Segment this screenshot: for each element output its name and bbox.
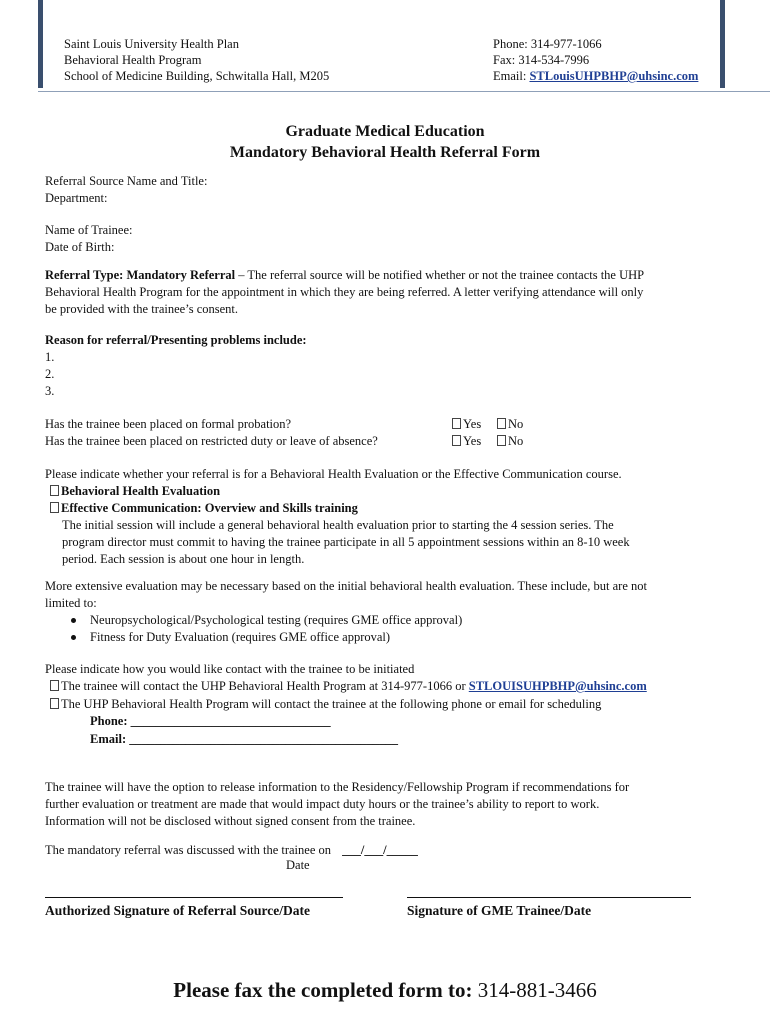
header-divider (38, 91, 770, 92)
referral-type-text-2: Behavioral Health Program for the appointment in which they are being referred. A letter verifying attendance will only (45, 285, 644, 299)
header-left-bar (38, 0, 43, 88)
question-probation: Has the trainee been placed on formal probation? (45, 417, 292, 431)
department-field[interactable]: Department: (45, 191, 108, 205)
header-email-row (493, 68, 723, 84)
contact-option-1[interactable] (50, 678, 647, 695)
dob-field[interactable]: Date of Birth: (45, 240, 115, 254)
referral-choice-intro: Please indicate whether your referral is for a Behavioral Health Evaluation or the Effective Communication course. (45, 467, 622, 481)
header-phone: Phone: 314-977-1066 (493, 37, 602, 51)
checkbox-icon[interactable] (497, 418, 506, 429)
no-label: No (508, 417, 524, 431)
release-information-text (45, 779, 629, 830)
fax-number: 314-881-3466 (477, 978, 597, 1002)
referral-source-field[interactable]: Referral Source Name and Title: (45, 174, 208, 188)
checkbox-icon[interactable] (50, 485, 59, 496)
reason-item-3[interactable]: 3. (45, 384, 55, 398)
reasons-heading: Reason for referral/Presenting problems include: (45, 333, 307, 347)
yes-label: Yes (463, 434, 482, 448)
bullet-icon (71, 635, 76, 640)
probation-yes[interactable] (452, 416, 481, 433)
desc-line-3: period. Each session is about one hour in length. (62, 552, 305, 566)
checkbox-icon[interactable] (452, 418, 461, 429)
referral-signature-line[interactable] (45, 897, 343, 898)
extensive-evaluation-text (45, 578, 647, 612)
reason-item-1[interactable]: 1. (45, 350, 55, 364)
yes-label: Yes (463, 417, 482, 431)
desc-line-1: The initial session will include a general behavioral health evaluation prior to starting the 4 session series. The (62, 518, 614, 532)
org-contact (493, 36, 723, 84)
contact-option-2[interactable] (50, 696, 601, 713)
release-line-2: further evaluation or treatment are made that would impact duty hours or the trainee’s ability to report to work. (45, 797, 600, 811)
option-behavioral-health-label: Behavioral Health Evaluation (61, 484, 221, 498)
discussed-date-field[interactable]: ___/___/_____ (342, 843, 418, 857)
restricted-no[interactable] (497, 433, 523, 450)
org-line-1: Saint Louis University Health Plan (64, 37, 239, 51)
trainee-name-field[interactable]: Name of Trainee: (45, 223, 133, 237)
referral-type-text-1: – The referral source will be notified whether or not the trainee contacts the UHP (235, 268, 645, 282)
reason-item-2[interactable]: 2. (45, 367, 55, 381)
checkbox-icon[interactable] (50, 680, 59, 691)
contact-phone-field[interactable]: Phone: ________________________________ (90, 714, 331, 728)
extensive-bullet-1: Neuropsychological/Psychological testing (requires GME office approval) (90, 613, 463, 627)
restricted-yes[interactable] (452, 433, 481, 450)
referral-type-text-3: be provided with the trainee’s consent. (45, 302, 238, 316)
contact-email-field[interactable]: Email: ___________________________________________ (90, 732, 398, 746)
desc-line-2: program director must commit to having the trainee participate in all 5 appointment sessions within an 8-10 week (62, 535, 630, 549)
release-line-3: Information will not be disclosed without signed consent from the trainee. (45, 814, 416, 828)
org-line-3: School of Medicine Building, Schwitalla Hall, M205 (64, 69, 330, 83)
header-email-link[interactable]: STLouisUHPBHP@uhsinc.com (529, 69, 699, 83)
question-restricted-duty: Has the trainee been placed on restricted duty or leave of absence? (45, 434, 378, 448)
contact-option-1-label: The trainee will contact the UHP Behavioral Health Program at 314-977-1066 or (61, 679, 469, 693)
date-label: Date (286, 858, 310, 872)
referral-type-label: Referral Type: Mandatory Referral (45, 268, 236, 282)
discussed-row (45, 842, 418, 859)
fax-instructions (0, 978, 770, 1003)
trainee-signature-label: Signature of GME Trainee/Date (407, 903, 592, 918)
form-title-line-2: Mandatory Behavioral Health Referral Form (229, 144, 541, 161)
checkbox-icon[interactable] (497, 435, 506, 446)
checkbox-icon[interactable] (452, 435, 461, 446)
extensive-line-2: limited to: (45, 596, 97, 610)
checkbox-icon[interactable] (50, 698, 59, 709)
contact-intro: Please indicate how you would like contact with the trainee to be initiated (45, 662, 415, 676)
header-fax: Fax: 314-534-7996 (493, 53, 590, 67)
bullet-icon (71, 618, 76, 623)
contact-option-2-label: The UHP Behavioral Health Program will contact the trainee at the following phone or email for scheduling (61, 697, 602, 711)
extensive-line-1: More extensive evaluation may be necessary based on the initial behavioral health evaluation. These include, but are not (45, 579, 647, 593)
checkbox-icon[interactable] (50, 502, 59, 513)
option-behavioral-health[interactable] (50, 483, 220, 500)
probation-no[interactable] (497, 416, 523, 433)
form-title-line-1: Graduate Medical Education (285, 123, 485, 140)
release-line-1: The trainee will have the option to release information to the Residency/Fellowship Program if recommendations for (45, 780, 630, 794)
referral-signature-label: Authorized Signature of Referral Source/Date (45, 903, 310, 918)
no-label: No (508, 434, 524, 448)
option-effective-communication[interactable] (50, 500, 358, 517)
org-line-2: Behavioral Health Program (64, 53, 202, 67)
extensive-bullet-2: Fitness for Duty Evaluation (requires GME office approval) (90, 630, 391, 644)
contact-email-link[interactable]: STLOUISUHPBHP@uhsinc.com (468, 679, 647, 693)
fax-label: Please fax the completed form to: (173, 978, 478, 1002)
header-email-label: Email: (493, 69, 530, 83)
discussed-text: The mandatory referral was discussed with the trainee on (45, 843, 332, 857)
org-address (64, 36, 329, 84)
referral-type-paragraph (45, 267, 745, 318)
option-effective-communication-label: Effective Communication: Overview and Skills training (61, 501, 358, 515)
effective-communication-description (62, 517, 630, 568)
trainee-signature-line[interactable] (407, 897, 691, 898)
